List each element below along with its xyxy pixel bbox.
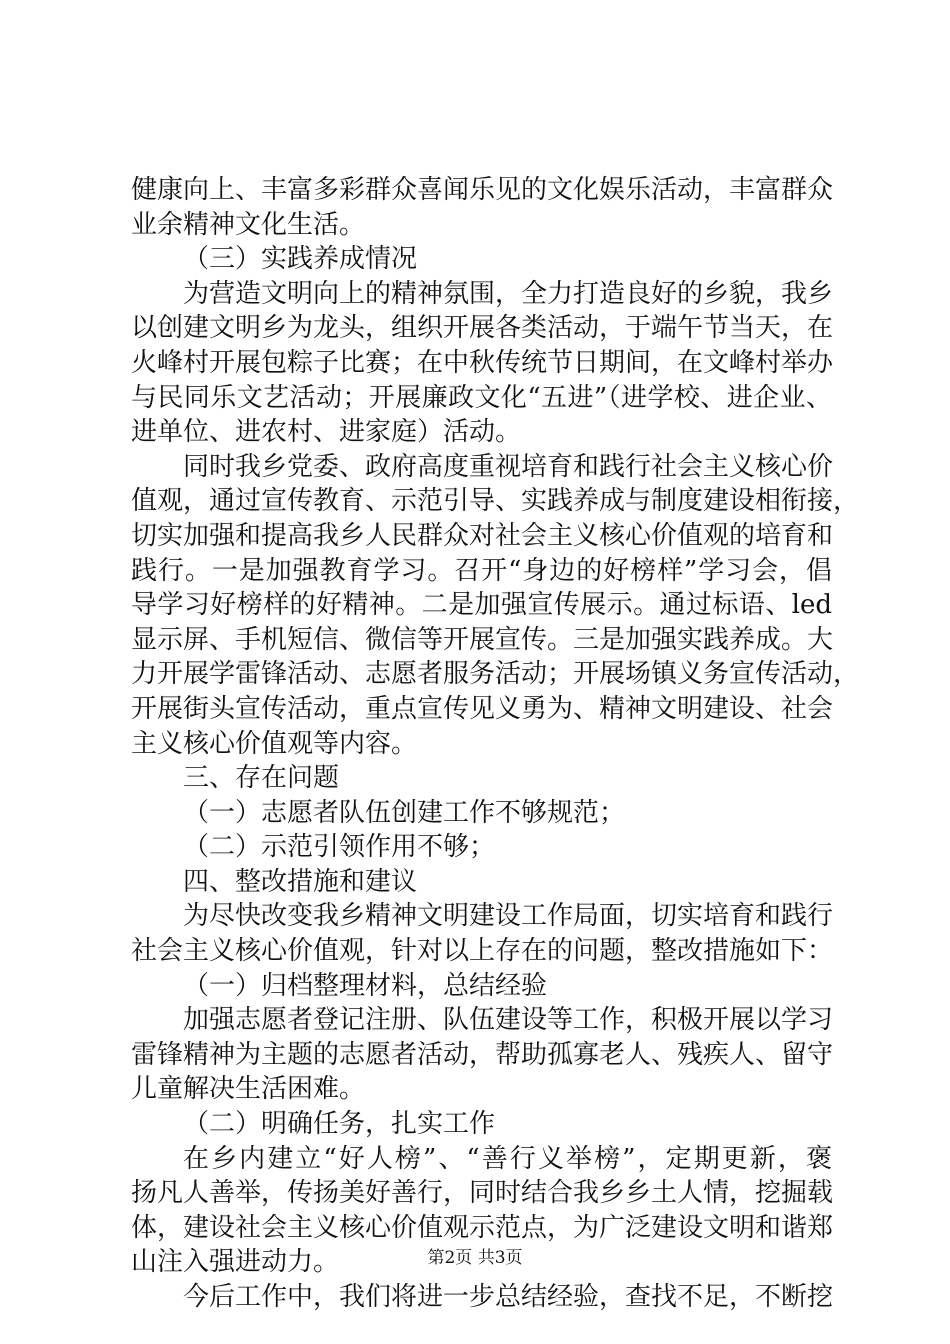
- text-line: 为尽快改变我乡精神文明建设工作局面，切实培育和践行: [183, 901, 834, 932]
- text-line: 进单位、进农村、进家庭）活动。: [131, 417, 522, 448]
- text-line: 三、存在问题: [183, 763, 340, 794]
- text-line: （三）实践养成情况: [183, 244, 418, 275]
- text-line: 业余精神文化生活。: [131, 209, 366, 240]
- text-line: 儿童解决生活困难。: [131, 1074, 366, 1105]
- text-line: 健康向上、丰富多彩群众喜闻乐见的文化娱乐活动，丰富群众: [131, 175, 834, 205]
- text-line: 值观，通过宣传教育、示范引导、实践养成与制度建设相衔接，: [131, 486, 860, 517]
- text-line: 今后工作中，我们将进一步总结经验，查找不足，不断挖: [183, 1282, 834, 1312]
- text-line: （一）归档整理材料，总结经验: [183, 970, 548, 1001]
- text-line: 同时我乡党委、政府高度重视培育和践行社会主义核心价: [183, 451, 834, 482]
- text-line: 四、整改措施和建议: [183, 866, 418, 897]
- text-line: （一）志愿者队伍创建工作不够规范；: [183, 797, 626, 828]
- text-line: （二）示范引领作用不够；: [183, 832, 496, 863]
- text-line: 扬凡人善举，传扬美好善行，同时结合我乡乡土人情，挖掘载: [131, 1178, 834, 1209]
- text-line: 与民同乐文艺活动；开展廉政文化“五进”（进学校、进企业、: [131, 382, 832, 413]
- text-line: 力开展学雷锋活动、志愿者服务活动；开展场镇义务宣传活动，: [131, 659, 860, 690]
- text-line: 为营造文明向上的精神氛围，全力打造良好的乡貌，我乡: [183, 278, 834, 309]
- text-line: 主义核心价值观等内容。: [131, 728, 418, 759]
- text-line: 加强志愿者登记注册、队伍建设等工作，积极开展以学习: [183, 1005, 834, 1036]
- text-line: 社会主义核心价值观，针对以上存在的问题，整改措施如下：: [131, 936, 834, 967]
- text-line: （二）明确任务，扎实工作: [183, 1109, 496, 1140]
- text-line: 以创建文明乡为龙头，组织开展各类活动，于端午节当天，在: [131, 313, 834, 344]
- text-line: 山注入强进动力。: [131, 1247, 340, 1278]
- text-line: 火峰村开展包粽子比赛；在中秋传统节日期间，在文峰村举办: [131, 347, 834, 378]
- text-line: 显示屏、手机短信、微信等开展宣传。三是加强实践养成。大: [131, 624, 834, 655]
- text-line: 在乡内建立“好人榜”、“善行义举榜”，定期更新，褒: [183, 1143, 832, 1174]
- text-line: 雷锋精神为主题的志愿者活动，帮助孤寡老人、残疾人、留守: [131, 1039, 834, 1070]
- text-line: 导学习好榜样的好精神。二是加强宣传展示。通过标语、led: [131, 590, 832, 621]
- text-line: 践行。一是加强教育学习。召开“身边的好榜样”学习会，倡: [131, 555, 832, 586]
- text-line: 开展街头宣传活动，重点宣传见义勇为、精神文明建设、社会: [131, 693, 834, 724]
- document-body: [131, 173, 860, 1315]
- text-line: 体，建设社会主义核心价值观示范点，为广泛建设文明和谐郑: [131, 1212, 834, 1243]
- text-line: 切实加强和提高我乡人民群众对社会主义核心价值观的培育和: [131, 520, 834, 551]
- page-footer: 第2页 共3页: [427, 1248, 523, 1268]
